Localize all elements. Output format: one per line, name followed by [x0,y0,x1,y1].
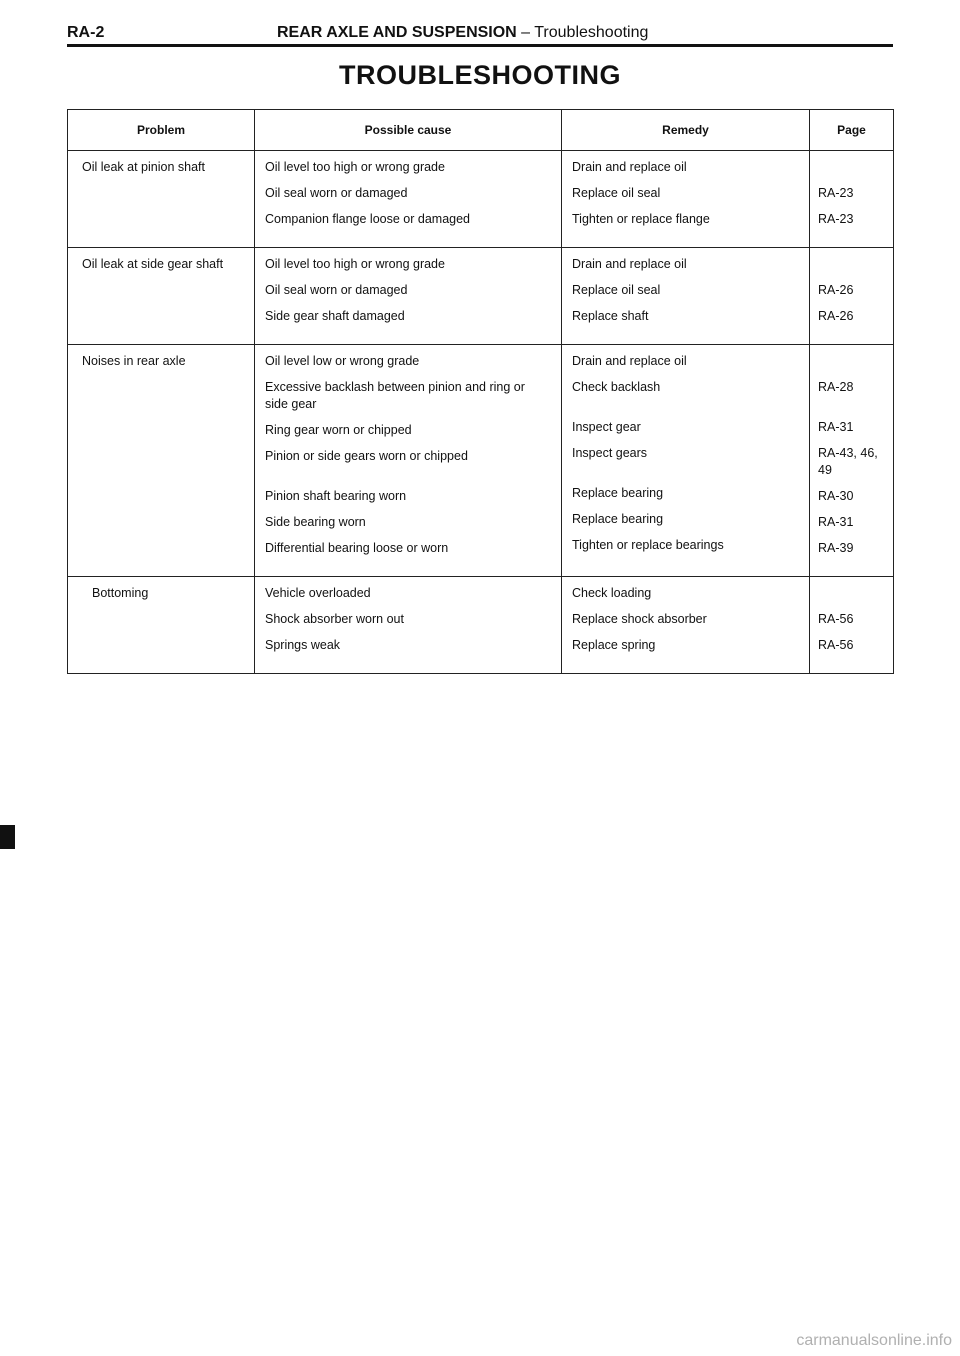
column-header-page: Page [810,110,894,151]
page-ref: RA-23 [818,186,854,200]
remedy-text: Check backlash [572,380,661,394]
page-ref [810,353,893,370]
remedy-text: Drain and replace oil [572,160,687,174]
remedy-text: Replace bearing [572,486,664,500]
page-ref: RA-39 [818,541,854,555]
cause-text: Oil seal worn or damaged [265,283,408,297]
section-title-rest: – Troubleshooting [516,24,649,41]
table-row [68,248,894,345]
page-ref: RA-30 [818,489,854,503]
remedy-cell [562,151,810,248]
remedy-text: Replace bearing [572,512,664,526]
page-cell [810,248,894,345]
cause-text: Oil seal worn or damaged [265,186,408,200]
page-ref: RA-43, 46, 49 [818,446,878,477]
page-ref: RA-31 [818,420,854,434]
cause-text: Side gear shaft damaged [265,309,405,323]
table-row [68,577,894,674]
remedy-text: Replace oil seal [572,283,661,297]
cause-cell [255,345,562,577]
cause-text: Differential bearing loose or worn [265,541,449,555]
cause-text: Side bearing worn [265,515,366,529]
remedy-text: Drain and replace oil [572,354,687,368]
page-cell [810,345,894,577]
page-ref: RA-56 [818,638,854,652]
page-ref [810,585,893,602]
problem-cell: Noises in rear axle [68,345,255,577]
remedy-text: Check loading [572,586,652,600]
page-title: TROUBLESHOOTING [339,60,621,90]
page-ref: RA-26 [818,283,854,297]
cause-text: Shock absorber worn out [265,612,404,626]
column-header-possible-cause: Possible cause [255,110,562,151]
page-ref [810,256,893,273]
remedy-text: Replace oil seal [572,186,661,200]
remedy-text: Tighten or replace flange [572,212,710,226]
remedy-cell [562,248,810,345]
cause-text: Excessive backlash between pinion and ring or side gear [265,380,525,411]
remedy-text: Tighten or replace bearings [572,538,724,552]
cause-text: Oil level too high or wrong grade [265,257,445,271]
table-header-row [68,110,894,151]
cause-text: Pinion shaft bearing worn [265,489,407,503]
page-ref [810,159,893,176]
cause-cell [255,577,562,674]
page-header [67,22,893,47]
table-row [68,151,894,248]
column-header-remedy: Remedy [562,110,810,151]
cause-text: Ring gear worn or chipped [265,423,412,437]
remedy-cell [562,345,810,577]
cause-text: Springs weak [265,638,341,652]
remedy-text: Replace spring [572,638,656,652]
page-ref: RA-26 [818,309,854,323]
remedy-text: Replace shock absorber [572,612,707,626]
page-cell [810,151,894,248]
column-header-problem: Problem [68,110,255,151]
page-ref: RA-28 [818,380,854,394]
remedy-text: Drain and replace oil [572,257,687,271]
margin-marker [0,825,15,849]
cause-text: Pinion or side gears worn or chipped [265,449,468,463]
problem-cell: Oil leak at side gear shaft [68,248,255,345]
remedy-text: Replace shaft [572,309,649,323]
remedy-cell [562,577,810,674]
section-title [277,24,648,42]
page-ref: RA-56 [818,612,854,626]
page-cell [810,577,894,674]
page-ref: RA-23 [818,212,854,226]
watermark: carmanualsonline.info [796,1332,952,1349]
cause-text: Oil level too high or wrong grade [265,160,445,174]
cause-text: Vehicle overloaded [265,586,371,600]
remedy-text: Inspect gears [572,446,648,460]
remedy-text: Inspect gear [572,420,641,434]
cause-text: Oil level low or wrong grade [265,354,420,368]
page-ref: RA-31 [818,515,854,529]
troubleshooting-table [67,109,894,674]
table-row [68,345,894,577]
cause-cell [255,151,562,248]
cause-text: Companion flange loose or damaged [265,212,470,226]
cause-cell [255,248,562,345]
problem-cell: Bottoming [68,577,255,674]
problem-cell: Oil leak at pinion shaft [68,151,255,248]
page-id: RA-2 [67,24,105,41]
section-title-bold: REAR AXLE AND SUSPENSION [277,24,517,41]
